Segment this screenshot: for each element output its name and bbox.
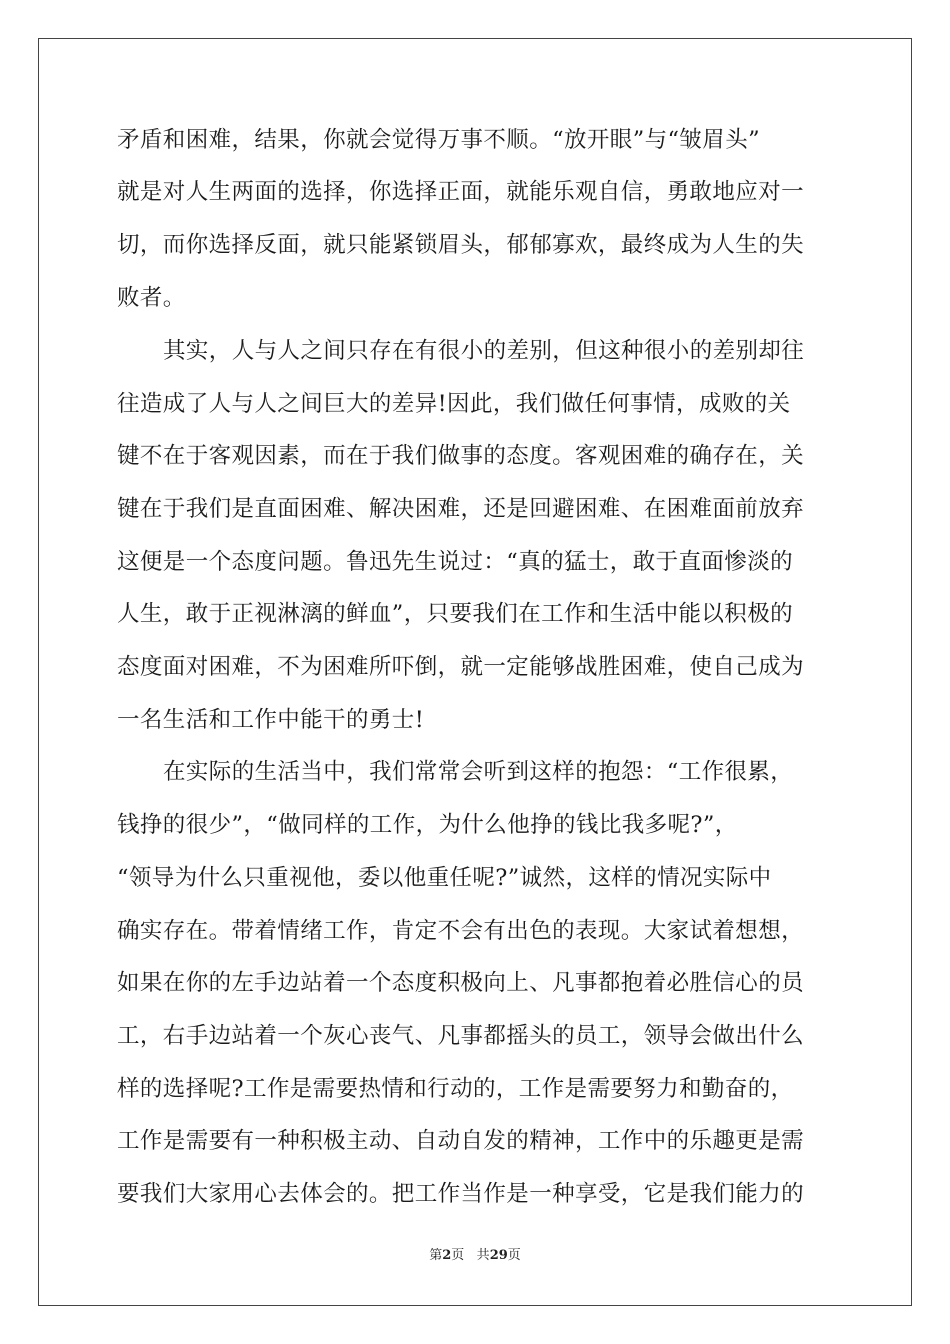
text-line: 工，右手边站着一个灰心丧气、凡事都摇头的员工，领导会做出什么	[117, 1023, 805, 1049]
page-suffix: 页	[451, 1248, 465, 1263]
text-line: 一名生活和工作中能干的勇士!	[117, 707, 425, 733]
text-line: 态度面对困难，不为困难所吓倒，就一定能够战胜困难，使自己成为	[117, 654, 805, 680]
text-line: 切，而你选择反面，就只能紧锁眉头，郁郁寡欢，最终成为人生的失	[117, 232, 805, 258]
text-line: 工作是需要有一种积极主动、自动自发的精神，工作中的乐趣更是需	[117, 1128, 805, 1154]
total-prefix: 共	[476, 1248, 490, 1263]
text-line: 键在于我们是直面困难、解决困难，还是回避困难、在困难面前放弃	[117, 496, 805, 522]
page-footer	[0, 1247, 950, 1265]
page-prefix: 第	[429, 1248, 443, 1263]
paragraph-first-line: 其实，人与人之间只存在有很小的差别，但这种很小的差别却往	[163, 338, 805, 364]
text-line: 键不在于客观因素，而在于我们做事的态度。客观困难的确存在，关	[117, 443, 805, 469]
text-line: 要我们大家用心去体会的。把工作当作是一种享受，它是我们能力的	[117, 1181, 805, 1207]
text-line: “领导为什么只重视他，委以他重任呢?”诚然，这样的情况实际中	[117, 865, 772, 891]
text-line: 钱挣的很少”，“做同样的工作，为什么他挣的钱比我多呢?”，	[117, 812, 738, 838]
text-line: 这便是一个态度问题。鲁迅先生说过：“真的猛士，敢于直面惨淡的	[117, 549, 794, 575]
text-line: 往造成了人与人之间巨大的差异!因此，我们做任何事情，成败的关	[117, 391, 791, 417]
text-line: 如果在你的左手边站着一个态度积极向上、凡事都抱着必胜信心的员	[117, 970, 805, 996]
text-line: 样的选择呢?工作是需要热情和行动的，工作是需要努力和勤奋的，	[117, 1076, 794, 1102]
text-line: 人生，敢于正视淋漓的鲜血”，只要我们在工作和生活中能以积极的	[117, 601, 794, 627]
text-line: 确实存在。带着情绪工作，肯定不会有出色的表现。大家试着想想，	[117, 918, 805, 944]
text-line: 败者。	[117, 285, 186, 311]
paragraph-first-line: 在实际的生活当中，我们常常会听到这样的抱怨：“工作很累，	[163, 759, 794, 785]
text-line: 矛盾和困难，结果，你就会觉得万事不顺。“放开眼”与“皱眉头”	[117, 127, 761, 153]
text-line: 就是对人生两面的选择，你选择正面，就能乐观自信，勇敢地应对一	[117, 179, 805, 205]
page-number: 2	[442, 1248, 452, 1263]
total-suffix: 页	[507, 1248, 521, 1263]
total-pages: 29	[489, 1248, 508, 1263]
